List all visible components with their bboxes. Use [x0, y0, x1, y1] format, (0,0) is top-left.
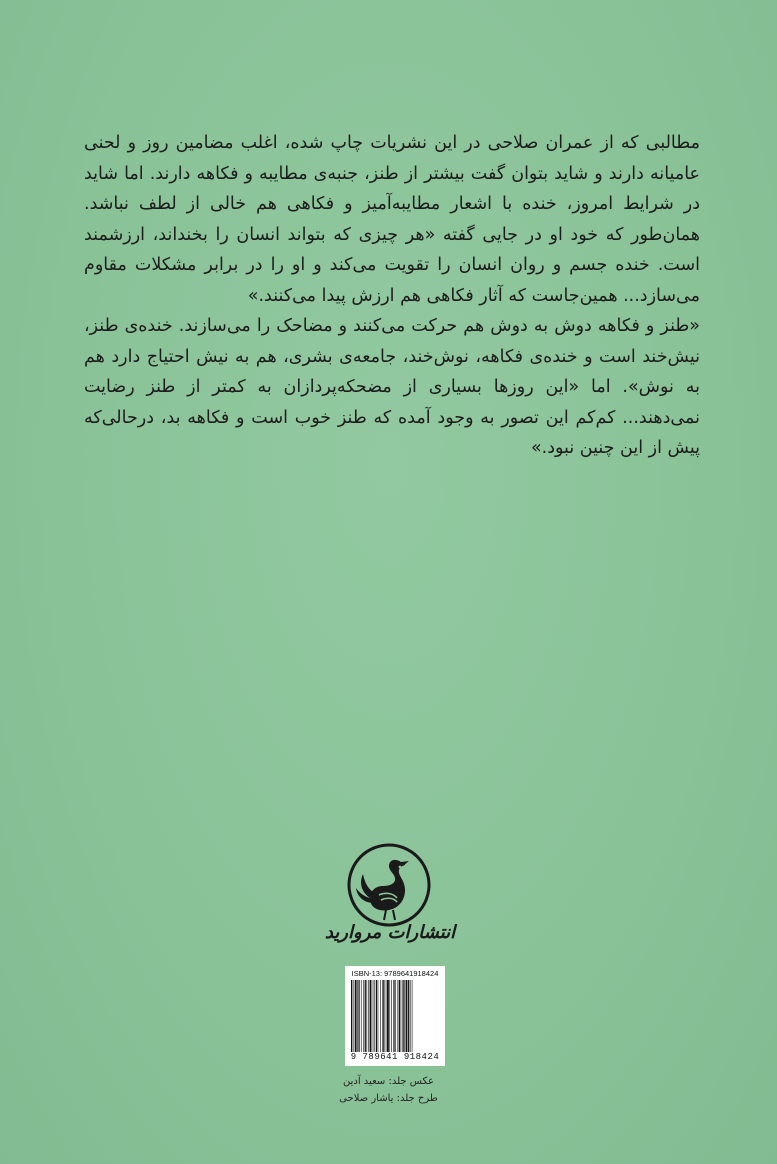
blurb-paragraph-2: «طنز و فکاهه دوش به دوش هم حرکت می‌کنند و مضاحک را می‌سازند. خنده‌ی طنز، نیش‌خند است و خنده‌ی فکاهه، نوش‌خند، جامعه‌ی بشری، هم به نیش احتیاج دارد هم به نوش». اما «این روزها بسیاری از مضحکه‌پردازان به کمتر از طنز رضایت نمی‌دهند... کم‌کم این تصور به وجود آمده که طنز خوب است و فکاهه بد، درحالی‌که پیش از این چنین نبود.» — [84, 316, 700, 458]
barcode-bar — [365, 980, 366, 1052]
barcode-bar — [368, 980, 369, 1052]
isbn-barcode — [345, 966, 445, 1066]
barcode-bar — [374, 980, 375, 1052]
barcode-bar — [367, 980, 368, 1052]
publisher-name: انتشارات مروارید — [324, 922, 456, 943]
cover-photo-credit: عکس جلد: سعید آدین — [343, 1076, 434, 1087]
barcode-bar — [373, 980, 374, 1052]
barcode-bar — [386, 980, 387, 1052]
barcode-bars — [349, 980, 441, 1052]
isbn-label: ISBN-13: 9789641918424 — [351, 969, 439, 978]
barcode-bar — [355, 980, 357, 1052]
isbn-digits: 9 789641 918424 — [350, 1052, 440, 1062]
barcode-bar — [412, 980, 413, 1052]
barcode-bar — [398, 980, 399, 1052]
barcode-bar — [363, 980, 364, 1052]
barcode-bar — [383, 980, 384, 1052]
barcode-bar — [391, 980, 392, 1052]
barcode-bar — [351, 980, 352, 1052]
barcode-bar — [402, 980, 403, 1052]
cover-design-credit: طرح جلد: یاشار صلاحی — [339, 1093, 438, 1104]
barcode-bar — [394, 980, 395, 1052]
blurb-paragraph-1: مطالبی که از عمران صلاحی در این نشریات چاپ شده، اغلب مضامین روز و لحنی عامیانه دارند و شاید بتوان گفت بیشتر از طنز، جنبه‌ی مطایبه و فکاهه دارند. اما شاید در شرایط امروز، خنده با اشعار مطایبه‌آمیز و فکاهی هم خالی از لطف نباشد. همان‌طور که خود او در جایی گفته «هر چیزی که بتواند انسان را بخنداند، ارزشمند است. خنده جسم و روان انسان را تقویت می‌کند و او را در برابر مشکلات مقاوم می‌سازد... همین‌جاست که آثار فکاهی هم ارزش پیدا می‌کنند.» — [84, 133, 700, 306]
bird-logo-icon — [339, 840, 439, 930]
barcode-bar — [387, 980, 389, 1052]
barcode-bar — [399, 980, 400, 1052]
barcode-bar — [380, 980, 381, 1052]
barcode-bar — [382, 980, 383, 1052]
barcode-bar — [406, 980, 408, 1052]
barcode-bar — [393, 980, 394, 1052]
barcode-bar — [378, 980, 379, 1052]
barcode-bar — [358, 980, 359, 1052]
barcode-bar — [361, 980, 362, 1052]
barcode-bar — [357, 980, 358, 1052]
barcode-bar — [376, 980, 377, 1052]
barcode-bar — [410, 980, 411, 1052]
barcode-bar — [353, 980, 354, 1052]
barcode-bar — [408, 980, 409, 1052]
barcode-bar — [389, 980, 390, 1052]
cover-credits — [300, 1073, 477, 1107]
barcode-bar — [404, 980, 405, 1052]
barcode-bar — [401, 980, 402, 1052]
barcode-bar — [370, 980, 372, 1052]
blurb-text — [84, 128, 700, 464]
